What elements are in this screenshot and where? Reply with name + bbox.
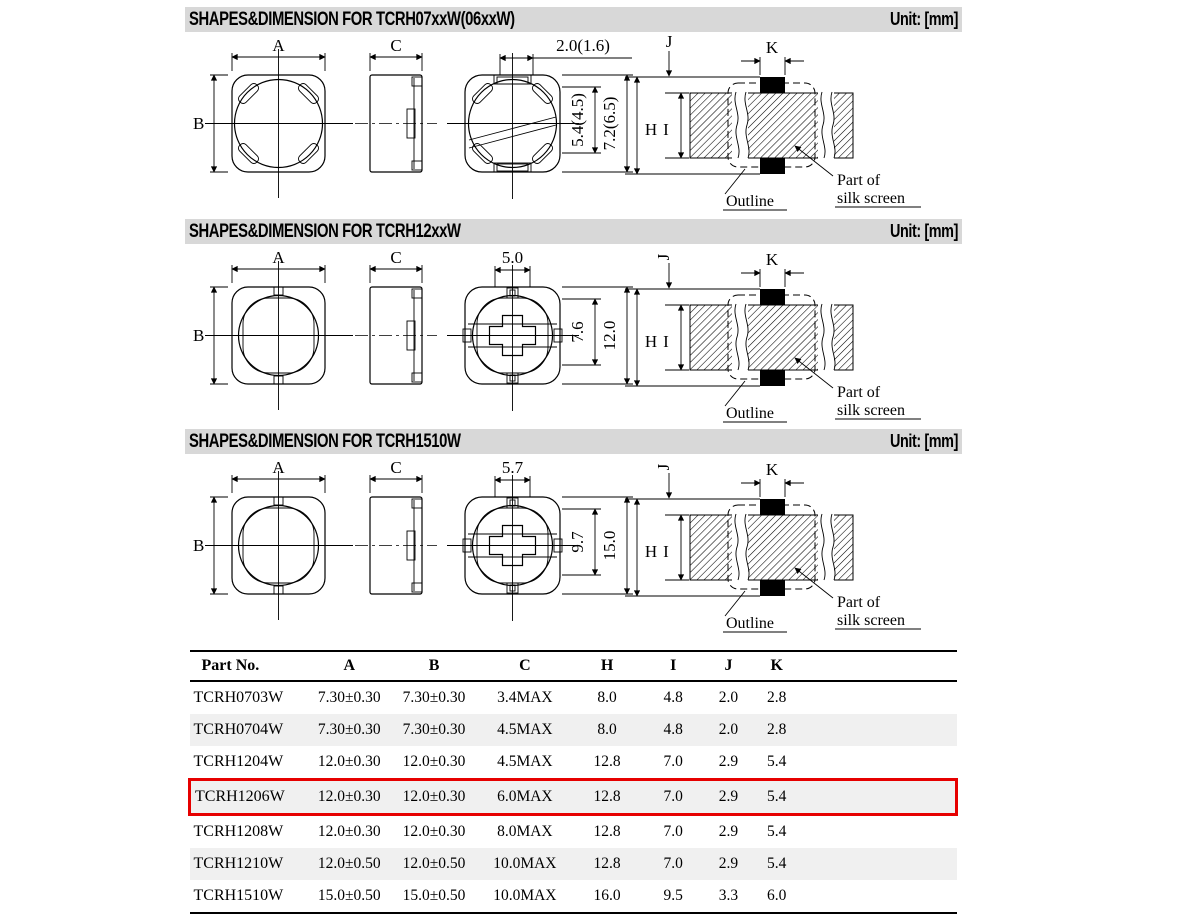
- table-header-row: [190, 651, 957, 681]
- dim-cell: 12.8: [593, 823, 621, 840]
- pad-bottom: [760, 580, 785, 596]
- dim-cell: 9.5: [643, 880, 703, 913]
- dim-inner: 7.6: [568, 321, 587, 343]
- top-view: [193, 36, 353, 198]
- pad-top: [760, 77, 785, 93]
- silkscreen-label-1: Part of: [837, 384, 881, 401]
- pad-bottom: [760, 370, 785, 386]
- silkscreen-label-2: silk screen: [837, 190, 905, 207]
- dim-cell: 12.0±0.30: [402, 753, 466, 770]
- dim-cell: 12.8: [593, 753, 621, 770]
- table-head: [190, 651, 957, 681]
- part-no-cell: TCRH1208W: [193, 823, 284, 840]
- outline-label: Outline: [726, 193, 774, 210]
- pad-top: [760, 499, 785, 515]
- dim-cell: 4.5MAX: [497, 753, 553, 770]
- col-header-I: I: [643, 651, 703, 681]
- table-row-TCRH1204W: [190, 746, 957, 780]
- drawing-tcrh12: [185, 245, 965, 429]
- side-view: [355, 458, 437, 594]
- dim-cell: 2.9: [718, 855, 739, 872]
- dim-letter-B: B: [193, 326, 205, 345]
- dim-letter-I: I: [663, 120, 669, 139]
- outline-label: Outline: [726, 405, 774, 422]
- part-no-cell: TCRH1206W: [190, 780, 310, 815]
- dim-cell: 2.0: [718, 689, 739, 706]
- dim-letter-I: I: [663, 542, 669, 561]
- dim-cell: 2.0: [718, 721, 739, 738]
- dim-cell: 5.4: [754, 780, 800, 815]
- unit-label: Unit: [mm]: [890, 221, 958, 241]
- filler-cell: [800, 880, 957, 913]
- bottom-view: [447, 36, 633, 199]
- dim-cell: 12.0±0.30: [309, 780, 389, 815]
- dim-letter-A: A: [272, 36, 285, 55]
- part-no-cell: TCRH0703W: [193, 689, 284, 706]
- dim-letter-J: J: [654, 463, 673, 471]
- dim-letter-J: J: [665, 33, 673, 51]
- silkscreen-label-2: silk screen: [837, 402, 905, 419]
- dim-cell: 12.0±0.30: [317, 823, 381, 840]
- table-row-TCRH0703W: [190, 681, 957, 714]
- dim-cell: 6.0MAX: [479, 780, 571, 815]
- drawing-tcrh07: [185, 33, 965, 217]
- side-view: [355, 248, 437, 384]
- silkscreen-label-2: silk screen: [837, 612, 905, 629]
- land-pattern: [625, 460, 921, 632]
- dim-letter-A: A: [272, 248, 285, 267]
- dim-cell: 15.0±0.50: [389, 880, 479, 913]
- table-row-TCRH1510W: [190, 880, 957, 913]
- dim-outer: 7.2(6.5): [600, 96, 619, 151]
- dim-cell: 7.0: [663, 823, 683, 840]
- dim-letter-K: K: [765, 460, 779, 479]
- filler-cell: [800, 681, 957, 714]
- land-pattern: [625, 33, 921, 210]
- bottom-view: [447, 458, 633, 621]
- dim-letter-K: K: [765, 250, 779, 269]
- dim-cell: 5.4: [767, 855, 787, 872]
- part-no-cell: TCRH0704W: [193, 721, 284, 738]
- dim-cell: 2.8: [767, 721, 787, 738]
- dim-cell: 12.0±0.30: [317, 753, 381, 770]
- part-no-cell: TCRH1510W: [190, 880, 310, 913]
- part-no-cell: TCRH1210W: [193, 855, 284, 872]
- part-no-cell: TCRH1204W: [193, 753, 284, 770]
- dim-cell: 8.0: [597, 689, 617, 706]
- col-header-H: H: [571, 651, 644, 681]
- dim-cell: 7.30±0.30: [317, 689, 381, 706]
- col-header-part-no: Part No.: [190, 651, 310, 681]
- dim-letter-H: H: [644, 542, 658, 561]
- dim-cell: 7.0: [643, 780, 703, 815]
- table-row-TCRH1206W: [190, 780, 957, 815]
- dim-cell: 16.0: [571, 880, 644, 913]
- dim-letter-K: K: [765, 38, 779, 57]
- dim-letter-B: B: [193, 536, 205, 555]
- dim-cell: 8.0MAX: [497, 823, 553, 840]
- col-header-B: B: [389, 651, 479, 681]
- section-title: SHAPES&DIMENSION FOR TCRH1510W: [189, 430, 461, 452]
- filler-cell: [800, 815, 957, 849]
- dim-top: 2.0(1.6): [556, 36, 610, 55]
- dim-cell: 10.0MAX: [479, 880, 571, 913]
- dim-cell: 12.0±0.50: [317, 855, 381, 872]
- dim-cell: 5.4: [767, 823, 787, 840]
- dimension-table: [188, 650, 958, 914]
- pad-top: [760, 289, 785, 305]
- dim-letter-C: C: [390, 458, 402, 477]
- dim-cell: 7.30±0.30: [402, 721, 466, 738]
- dim-cell: 15.0±0.50: [309, 880, 389, 913]
- dim-cell: 2.9: [718, 753, 739, 770]
- dim-letter-C: C: [390, 36, 402, 55]
- silkscreen-label-1: Part of: [837, 172, 881, 189]
- dim-letter-B: B: [193, 114, 205, 133]
- top-view: [193, 458, 353, 620]
- dim-cell: 4.8: [663, 721, 683, 738]
- dim-cell: 4.5MAX: [497, 721, 553, 738]
- top-view: [193, 248, 353, 410]
- table-row-TCRH1208W: [190, 815, 957, 849]
- dim-top: 5.0: [501, 248, 524, 267]
- silkscreen-label-1: Part of: [837, 594, 881, 611]
- section-header-tcrh07: [185, 7, 962, 32]
- dim-cell: 12.0±0.30: [402, 823, 466, 840]
- dim-cell: 3.4MAX: [497, 689, 553, 706]
- dim-cell: 7.0: [663, 855, 683, 872]
- section-header-tcrh1510: [185, 429, 962, 454]
- filler-cell: [800, 746, 957, 780]
- dim-cell: 12.8: [571, 780, 644, 815]
- dim-cell: 7.30±0.30: [317, 721, 381, 738]
- dim-letter-H: H: [644, 332, 658, 351]
- land-pattern: [625, 250, 921, 422]
- dim-letter-C: C: [390, 248, 402, 267]
- dim-cell: 3.3: [703, 880, 754, 913]
- dim-cell: 10.0MAX: [493, 855, 557, 872]
- unit-label: Unit: [mm]: [890, 431, 958, 451]
- dim-letter-J: J: [654, 253, 673, 261]
- dim-inner: 9.7: [568, 531, 587, 553]
- dim-letter-A: A: [272, 458, 285, 477]
- pad-bottom: [760, 158, 785, 174]
- dim-top: 5.7: [501, 458, 524, 477]
- dim-cell: 2.9: [703, 780, 754, 815]
- dim-cell: 6.0: [754, 880, 800, 913]
- filler-cell: [800, 780, 957, 815]
- section-title: SHAPES&DIMENSION FOR TCRH07xxW(06xxW): [189, 8, 515, 30]
- dim-letter-I: I: [663, 332, 669, 351]
- table-body: [190, 681, 957, 913]
- section-title: SHAPES&DIMENSION FOR TCRH12xxW: [189, 220, 461, 242]
- filler-cell: [800, 848, 957, 880]
- col-header-J: J: [703, 651, 754, 681]
- dim-cell: 12.8: [593, 855, 621, 872]
- table-row-TCRH1210W: [190, 848, 957, 880]
- bottom-view: [447, 248, 633, 411]
- dim-cell: 12.0±0.30: [389, 780, 479, 815]
- filler-cell: [800, 714, 957, 746]
- dim-letter-H: H: [644, 120, 658, 139]
- dim-outer: 12.0: [600, 320, 619, 351]
- dim-cell: 5.4: [767, 753, 787, 770]
- col-header-A: A: [309, 651, 389, 681]
- dim-cell: 7.0: [663, 753, 683, 770]
- outline-label: Outline: [726, 615, 774, 632]
- side-view: [355, 36, 437, 172]
- dim-cell: 7.30±0.30: [402, 689, 466, 706]
- dim-cell: 4.8: [663, 689, 683, 706]
- dim-cell: 8.0: [597, 721, 617, 738]
- dim-cell: 12.0±0.50: [402, 855, 466, 872]
- dim-inner: 5.4(4.5): [568, 93, 587, 147]
- dim-outer: 15.0: [600, 530, 619, 561]
- unit-label: Unit: [mm]: [890, 9, 958, 29]
- col-header-K: K: [754, 651, 800, 681]
- drawing-tcrh1510: [185, 455, 965, 639]
- dim-cell: 2.8: [767, 689, 787, 706]
- table-row-TCRH0704W: [190, 714, 957, 746]
- col-header-C: C: [479, 651, 571, 681]
- dim-cell: 2.9: [718, 823, 739, 840]
- section-header-tcrh12: [185, 219, 962, 244]
